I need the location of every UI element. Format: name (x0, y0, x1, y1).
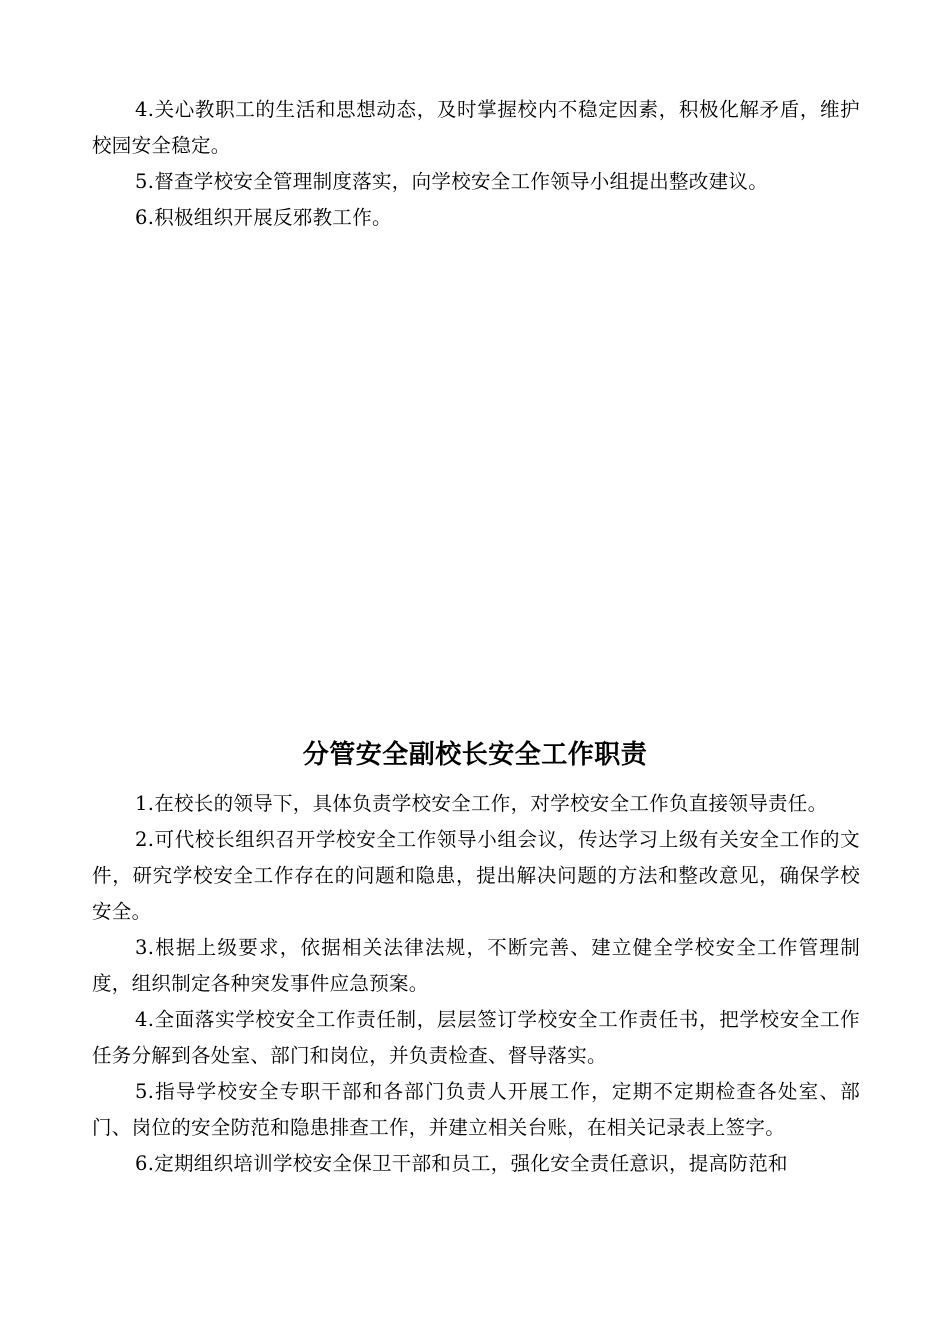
vp-duty-item-1: 1.在校长的领导下，具体负责学校安全工作，对学校安全工作负直接领导责任。 (135, 792, 828, 815)
duty-item-5: 5.督查学校安全管理制度落实，向学校安全工作领导小组提出整改建议。 (135, 170, 769, 193)
duty-item-4: 4.关心教职工的生活和思想动态，及时掌握校内不稳定因素，积极化解矛盾，维护校园安全稳定。 (92, 98, 860, 157)
vp-duty-item-4: 4.全面落实学校安全工作责任制，层层签订学校安全工作责任书，把学校安全工作任务分解到各处室、部门和岗位，并负责检查、督导落实。 (92, 1008, 860, 1067)
previous-section-continuation (92, 92, 860, 236)
vice-principal-duties (92, 786, 860, 1182)
vp-duty-item-3: 3.根据上级要求，依据相关法律法规，不断完善、建立健全学校安全工作管理制度，组织制定各种突发事件应急预案。 (92, 936, 860, 995)
duty-item-6: 6.积极组织开展反邪教工作。 (135, 206, 392, 229)
vp-duty-item-6: 6.定期组织培训学校安全保卫干部和员工，强化安全责任意识，提高防范和 (135, 1152, 788, 1175)
vp-duty-item-5: 5.指导学校安全专职干部和各部门负责人开展工作，定期不定期检查各处室、部门、岗位的安全防范和隐患排查工作，并建立相关台账，在相关记录表上签字。 (92, 1080, 860, 1139)
section-title: 分管安全副校长安全工作职责 (302, 740, 648, 770)
vp-duty-item-2: 2.可代校长组织召开学校安全工作领导小组会议，传达学习上级有关安全工作的文件，研究学校安全工作存在的问题和隐患，提出解决问题的方法和整改意见，确保学校安全。 (92, 828, 860, 923)
